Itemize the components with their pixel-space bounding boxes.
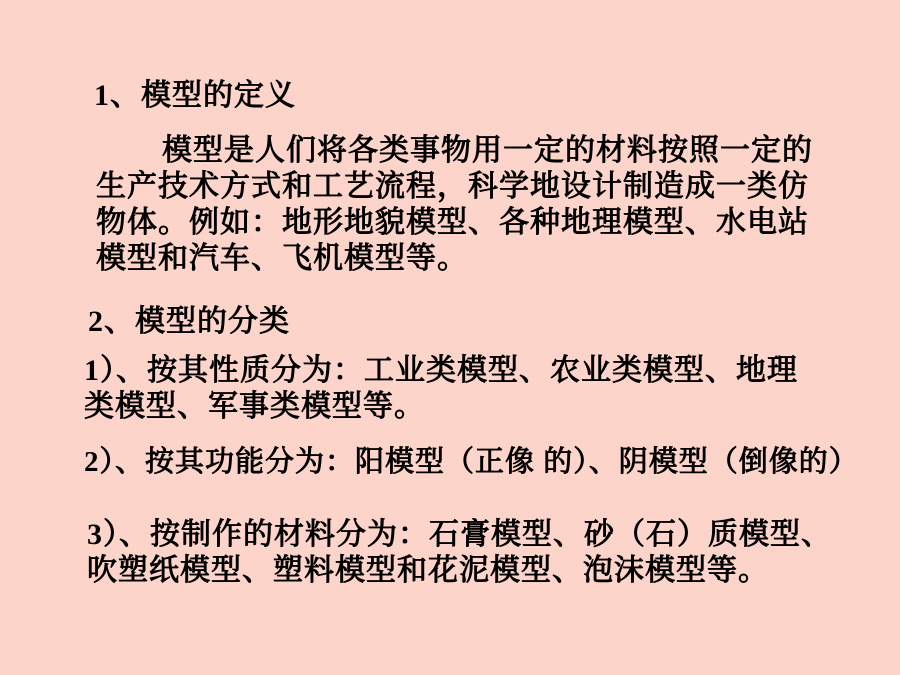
list-item-line: 吹塑纸模型、塑料模型和花泥模型、泡沫模型等。 [87,554,769,587]
section2-item-3 [87,517,832,589]
list-item-line: 3）、按制作的材料分为：石膏模型、砂（石）质模型、 [87,518,832,551]
list-item-line: 2）、按其功能分为：阳模型（正像 的）、阴模型（倒像的） [84,446,859,478]
paragraph-line: 物体。例如：地形地貌模型、各种地理模型、水电站 [96,206,809,239]
section1-heading: 1、模型的定义 [94,79,296,112]
section1-paragraph [96,133,813,277]
paragraph-line: 生产技术方式和工艺流程，科学地设计制造成一类仿 [96,170,809,203]
paragraph-line: 模型和汽车、飞机模型等。 [96,242,468,275]
list-item-line: 1）、按其性质分为：工业类模型、农业类模型、地理 [84,354,798,387]
list-item-line: 类模型、军事类模型等。 [84,390,425,423]
section2-heading: 2、模型的分类 [88,305,290,338]
section2-item-1 [84,353,798,425]
paragraph-line: 模型是人们将各类事物用一定的材料按照一定的 [162,134,813,167]
section2-item-2 [84,444,859,480]
